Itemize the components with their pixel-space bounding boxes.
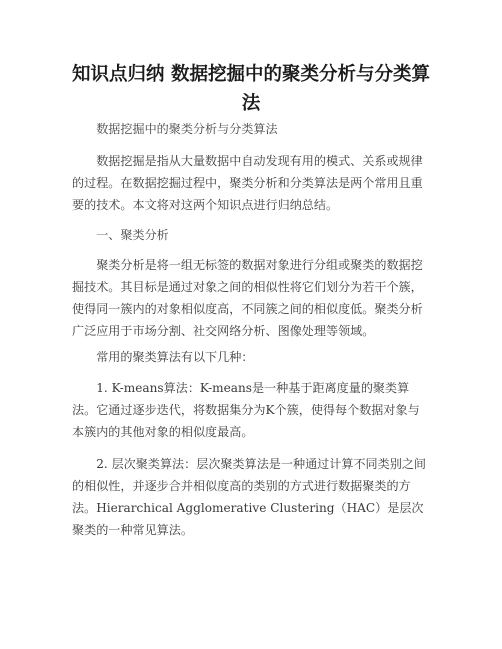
subtitle-paragraph: 数据挖掘中的聚类分析与分类算法 bbox=[96, 122, 278, 136]
clustering-paragraph: 聚类分析是将一组无标签的数据对象进行分组或聚类的数据挖掘技术。其目标是通过对象之间的相似性将它们划分为若干个簇，使得同一簇内的对象相似度高，不同簇之间的相似度低。聚类分析广泛应用于市场分割、社交网络分析、图像处理等领域。 bbox=[72, 258, 423, 338]
hierarchical-paragraph: 2. 层次聚类算法：层次聚类算法是一种通过计算不同类别之间的相似性，并逐步合并相似度高的类别的方式进行数据聚类的方法。Hierarchical Agglomerative Clustering（HAC）是层次聚类的一种常见算法。 bbox=[72, 457, 427, 537]
document-title: 知识点归纳 数据挖掘中的聚类分析与分类算法 bbox=[72, 64, 430, 114]
kmeans-paragraph: 1. K-means算法：K-means是一种基于距离度量的聚类算法。它通过逐步迭代，将数据集分为K个簇，使得每个数据对象与本簇内的其他对象的相似度最高。 bbox=[72, 381, 420, 439]
section-heading-clustering: 一、聚类分析 bbox=[96, 228, 169, 242]
common-algorithms-paragraph: 常用的聚类算法有以下几种： bbox=[96, 350, 254, 364]
intro-paragraph: 数据挖掘是指从大量数据中自动发现有用的模式、关系或规律的过程。在数据挖掘过程中，聚类分析和分类算法是两个常用且重要的技术。本文将对这两个知识点进行归纳总结。 bbox=[72, 154, 423, 212]
